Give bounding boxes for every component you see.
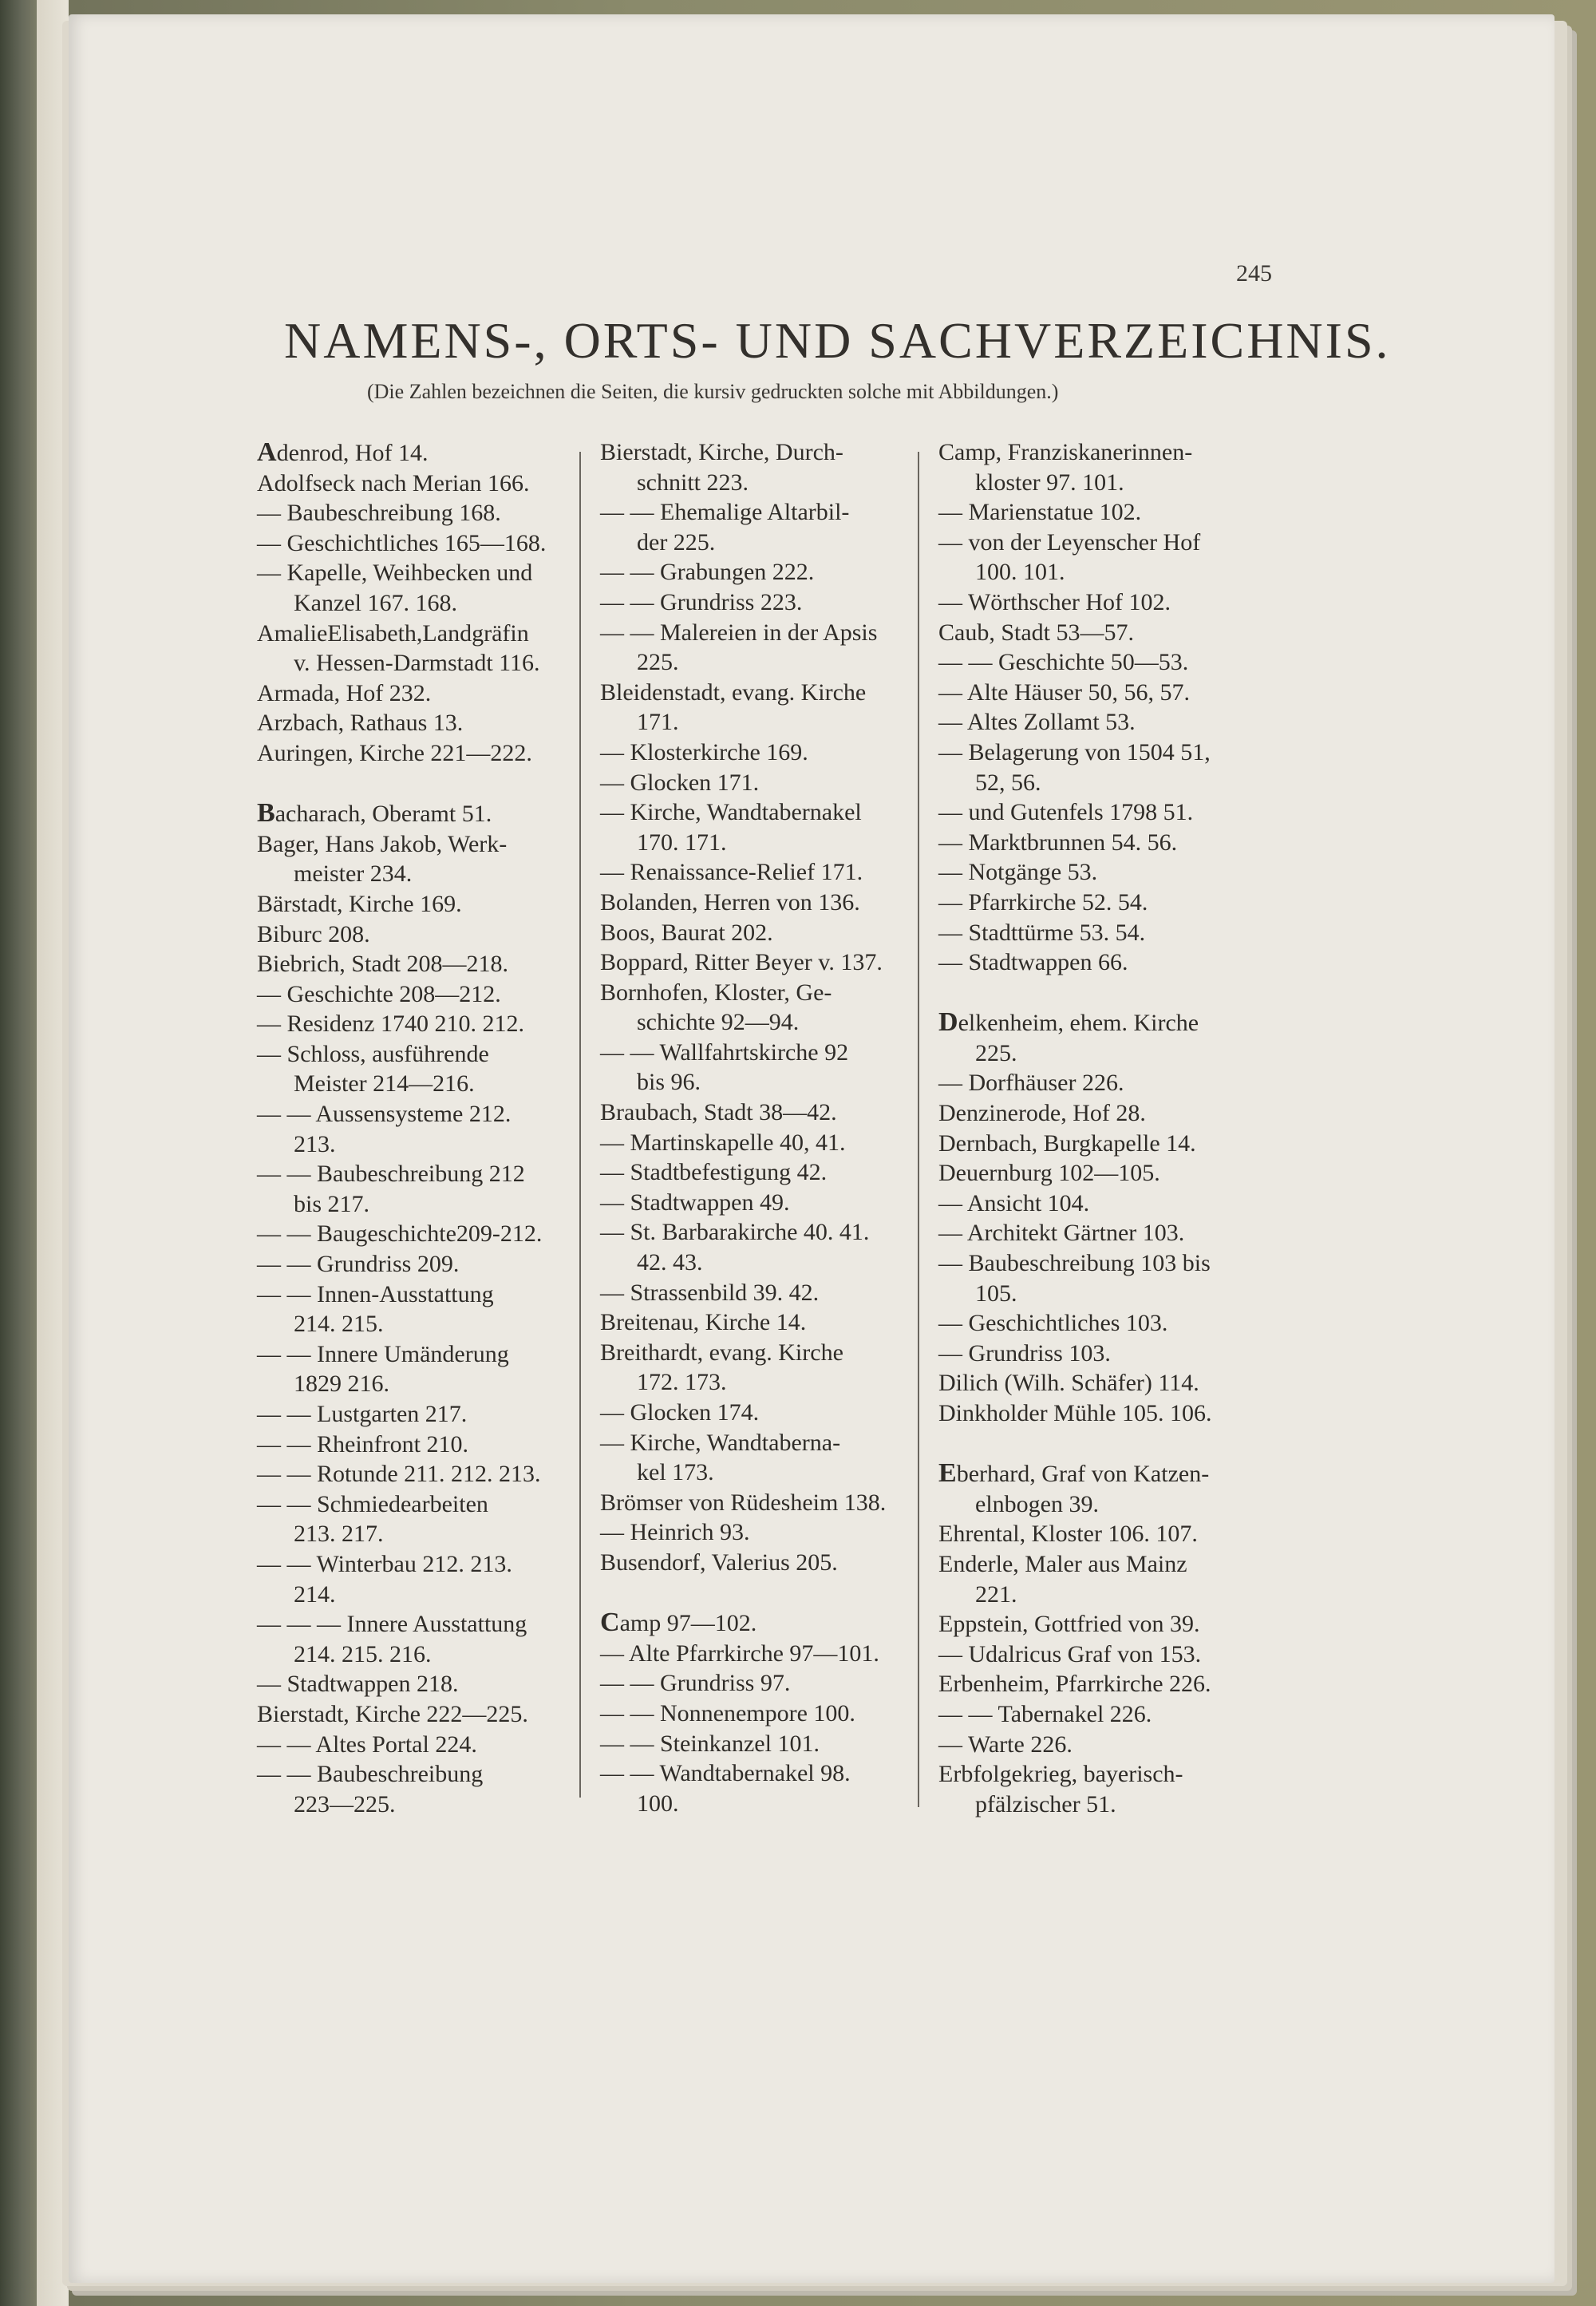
- index-entry-continuation: [600, 1067, 935, 1098]
- index-entry-text: — — Innere Umänderung: [257, 1340, 509, 1367]
- index-entry: [938, 528, 1282, 558]
- section-gap: [600, 1578, 935, 1608]
- index-entry-text: Caub, Stadt 53—57.: [938, 619, 1134, 646]
- index-entry-text: 214.: [294, 1580, 336, 1608]
- index-entry-text: — — Malereien in der Apsis: [600, 619, 878, 646]
- index-entry-text: Bärstadt, Kirche 169.: [257, 890, 462, 917]
- index-entry-text: kel 173.: [637, 1459, 714, 1486]
- index-entry: [600, 1548, 935, 1578]
- index-entry: [600, 1338, 935, 1368]
- index-entry-text: Erbfolgekrieg, bayerisch-: [938, 1761, 1183, 1788]
- index-entry: [600, 678, 935, 708]
- index-entry-text: — von der Leyenscher Hof: [938, 528, 1201, 556]
- index-entry: [600, 888, 935, 918]
- index-entry: [938, 1129, 1282, 1159]
- index-entry-text: Adolfseck nach Merian 166.: [257, 469, 530, 496]
- index-entry-text: 52, 56.: [975, 769, 1041, 796]
- index-entry-text: elnbogen 39.: [975, 1490, 1099, 1517]
- index-entry-text: — Wörthscher Hof 102.: [938, 588, 1171, 615]
- index-entry-text: Bolanden, Herren von 136.: [600, 888, 860, 916]
- section-initial: D: [938, 1007, 958, 1038]
- index-entry-text: 225.: [637, 649, 679, 676]
- index-entry: [257, 1159, 600, 1189]
- index-entry-text: — St. Barbarakirche 40. 41.: [600, 1219, 870, 1246]
- index-entry-continuation: [257, 1129, 600, 1160]
- index-entry-continuation: [938, 1038, 1282, 1069]
- index-entry-text: Enderle, Maler aus Mainz: [938, 1550, 1187, 1577]
- index-entry-text: — — Ehemalige Altarbil-: [600, 499, 850, 526]
- index-entry-continuation: [600, 707, 935, 738]
- index-entry: [257, 498, 600, 528]
- index-entry-text: Breithardt, evang. Kirche: [600, 1339, 843, 1366]
- index-column-1: [257, 437, 600, 1819]
- index-entry-text: — — Aussensysteme 212.: [257, 1101, 512, 1128]
- index-entry-text: v. Hessen-Darmstadt 116.: [294, 650, 540, 677]
- page-subtitle: (Die Zahlen bezeichnen die Seiten, die kursiv gedruckten solche mit Abbildungen.): [367, 380, 1059, 403]
- index-entry: [938, 1308, 1282, 1339]
- index-entry-text: — — Baugeschichte209-212.: [257, 1220, 543, 1248]
- index-entry: [257, 1339, 600, 1370]
- index-entry-text: berhard, Graf von Katzen-: [956, 1461, 1210, 1488]
- index-entry: [938, 738, 1282, 768]
- index-entry: [600, 947, 935, 978]
- index-entry: [257, 1039, 600, 1070]
- index-entry-text: denrod, Hof 14.: [276, 440, 429, 466]
- index-entry-continuation: [257, 859, 600, 889]
- index-entry-continuation: [938, 1279, 1282, 1309]
- index-entry: [257, 1399, 600, 1430]
- index-entry-text: — — Tabernakel 226.: [938, 1700, 1152, 1727]
- index-entry-text: — Ansicht 104.: [938, 1189, 1090, 1216]
- index-entry: [938, 1609, 1282, 1640]
- index-entry: [938, 947, 1282, 978]
- index-entry: [257, 949, 600, 979]
- index-entry-continuation: [257, 1369, 600, 1399]
- index-entry-text: — Warte 226.: [938, 1730, 1073, 1758]
- index-entry-text: — Belagerung von 1504 51,: [938, 738, 1211, 765]
- index-entry: [600, 1758, 935, 1789]
- index-entry-text: Deuernburg 102—105.: [938, 1160, 1160, 1187]
- index-entry-text: 105.: [975, 1280, 1017, 1307]
- index-entry: [938, 497, 1282, 528]
- index-entry-text: — Udalricus Graf von 153.: [938, 1640, 1202, 1667]
- index-entry-continuation: [938, 1580, 1282, 1610]
- index-column-3: [938, 437, 1282, 1819]
- index-entry-text: — — Geschichte 50—53.: [938, 649, 1189, 676]
- index-entry: [257, 1759, 600, 1790]
- index-entry-text: Auringen, Kirche 221—222.: [257, 739, 532, 766]
- index-entry: [257, 437, 600, 469]
- index-entry-text: — Kirche, Wandtabernakel: [600, 799, 862, 826]
- index-entry: [257, 798, 600, 829]
- index-entry: [938, 1218, 1282, 1248]
- section-initial: C: [600, 1608, 620, 1638]
- index-entry: [600, 1157, 935, 1188]
- index-entry-text: — — Winterbau 212. 213.: [257, 1550, 512, 1577]
- index-entry: [600, 1639, 935, 1669]
- index-entry-text: Breitenau, Kirche 14.: [600, 1309, 807, 1336]
- index-entry-text: Bager, Hans Jakob, Werk-: [257, 830, 508, 857]
- index-entry: [257, 1459, 600, 1489]
- index-entry-text: schnitt 223.: [637, 469, 749, 496]
- index-entry: [600, 497, 935, 528]
- index-entry-continuation: [600, 1458, 935, 1488]
- index-entry-text: Meister 214—216.: [294, 1070, 475, 1098]
- section-initial: E: [938, 1458, 957, 1489]
- index-entry: [257, 619, 600, 649]
- index-entry: [938, 707, 1282, 738]
- index-entry: [257, 708, 600, 738]
- index-entry-text: — Dorfhäuser 226.: [938, 1070, 1124, 1097]
- index-entry-text: 223—225.: [294, 1790, 396, 1818]
- index-entry: [600, 857, 935, 888]
- index-entry: [938, 1189, 1282, 1219]
- index-entry: [257, 1549, 600, 1580]
- index-entry: [938, 1398, 1282, 1429]
- index-entry: [938, 1519, 1282, 1549]
- index-entry: [938, 1640, 1282, 1670]
- index-entry-text: — Stadtwappen 66.: [938, 949, 1128, 976]
- index-entry: [600, 1217, 935, 1248]
- index-entry-continuation: [257, 1069, 600, 1099]
- index-entry: [257, 1699, 600, 1730]
- index-entry-text: — — Grundriss 223.: [600, 588, 803, 615]
- index-entry-text: 1829 216.: [294, 1371, 389, 1398]
- index-entry-text: schichte 92—94.: [637, 1009, 800, 1036]
- index-entry-continuation: [600, 647, 935, 678]
- index-entry: [938, 1068, 1282, 1098]
- index-entry-text: — und Gutenfels 1798 51.: [938, 799, 1194, 826]
- index-entry-text: — — Wandtabernakel 98.: [600, 1760, 851, 1787]
- section-gap: [938, 978, 1282, 1008]
- index-entry-text: — Glocken 174.: [600, 1399, 760, 1426]
- index-entry-text: — — Schmiedearbeiten: [257, 1490, 488, 1517]
- index-column-2: [600, 437, 935, 1818]
- index-entry: [938, 1368, 1282, 1398]
- index-entry: [600, 1398, 935, 1428]
- book-page: [69, 14, 1555, 2283]
- section-initial: B: [257, 798, 275, 829]
- index-entry-text: Boppard, Ritter Beyer v. 137.: [600, 949, 883, 976]
- index-entry-text: — Geschichtliches 103.: [938, 1310, 1168, 1337]
- index-entry: [257, 1280, 600, 1310]
- index-entry: [257, 558, 600, 588]
- index-entry: [938, 1669, 1282, 1699]
- index-entry: [257, 1730, 600, 1760]
- index-entry-text: kloster 97. 101.: [975, 469, 1124, 496]
- index-entry-text: — Heinrich 93.: [600, 1519, 750, 1546]
- index-entry-text: Busendorf, Valerius 205.: [600, 1549, 838, 1576]
- index-entry-text: Ehrental, Kloster 106. 107.: [938, 1521, 1198, 1548]
- index-entry: [600, 768, 935, 798]
- index-entry: [600, 1038, 935, 1068]
- index-entry-text: Denzinerode, Hof 28.: [938, 1100, 1146, 1127]
- index-entry-text: Boos, Baurat 202.: [600, 919, 773, 946]
- index-entry-text: Biburc 208.: [257, 920, 370, 947]
- index-entry: [938, 437, 1282, 468]
- index-entry: [600, 1278, 935, 1308]
- index-entry: [257, 469, 600, 499]
- index-entry: [600, 1128, 935, 1158]
- index-entry: [257, 920, 600, 950]
- index-entry-text: — — Nonnenempore 100.: [600, 1699, 855, 1727]
- index-entry-text: elkenheim, ehem. Kirche: [958, 1010, 1199, 1037]
- index-entry-text: 42. 43.: [637, 1249, 703, 1276]
- index-entry-continuation: [600, 828, 935, 858]
- index-entry-text: — — Baubeschreibung 212: [257, 1161, 525, 1188]
- index-entry-text: — Baubeschreibung 103 bis: [938, 1250, 1211, 1277]
- column-divider-1: [579, 452, 581, 1798]
- index-entry-continuation: [600, 1789, 935, 1819]
- index-entry-continuation: [600, 528, 935, 558]
- index-entry: [600, 1699, 935, 1729]
- index-entry-continuation: [257, 1790, 600, 1820]
- index-entry-text: — Residenz 1740 210. 212.: [257, 1011, 524, 1038]
- index-entry-text: Brömser von Rüdesheim 138.: [600, 1489, 887, 1516]
- index-entry: [257, 1669, 600, 1699]
- index-entry-text: Braubach, Stadt 38—42.: [600, 1099, 837, 1126]
- index-entry-text: 171.: [637, 709, 679, 736]
- index-entry: [938, 888, 1282, 918]
- index-entry: [257, 1489, 600, 1520]
- index-entry-text: 213.: [294, 1130, 336, 1157]
- index-entry-text: — Architekt Gärtner 103.: [938, 1220, 1185, 1247]
- index-entry-text: — — Baubeschreibung: [257, 1761, 484, 1788]
- section-gap: [938, 1429, 1282, 1459]
- index-entry: [257, 889, 600, 920]
- index-entry-continuation: [938, 768, 1282, 798]
- index-entry: [938, 797, 1282, 828]
- index-entry: [938, 1699, 1282, 1730]
- index-entry-text: 100.: [637, 1790, 679, 1817]
- index-entry-text: Biebrich, Stadt 208—218.: [257, 951, 508, 978]
- index-entry-text: — Stadtwappen 218.: [257, 1671, 459, 1698]
- index-entry: [600, 978, 935, 1008]
- index-entry-continuation: [938, 557, 1282, 587]
- index-entry: [600, 557, 935, 587]
- index-entry-text: — Grundriss 103.: [938, 1339, 1111, 1367]
- index-entry-text: Dilich (Wilh. Schäfer) 114.: [938, 1370, 1199, 1397]
- index-entry-text: acharach, Oberamt 51.: [275, 801, 492, 828]
- index-entry: [257, 678, 600, 709]
- column-divider-2: [918, 452, 919, 1807]
- index-entry-text: der 225.: [637, 528, 716, 556]
- index-entry: [938, 618, 1282, 648]
- index-entry-text: 172. 173.: [637, 1369, 727, 1396]
- index-entry: [938, 1730, 1282, 1760]
- index-entry-text: — Alte Häuser 50, 56, 57.: [938, 678, 1190, 706]
- index-entry-text: AmalieElisabeth,Landgräfin: [257, 619, 529, 647]
- index-entry-continuation: [257, 1519, 600, 1549]
- index-entry: [938, 587, 1282, 618]
- index-entry: [938, 1098, 1282, 1129]
- index-entry: [257, 979, 600, 1010]
- index-entry: [938, 828, 1282, 858]
- index-entry-text: — Alte Pfarrkirche 97—101.: [600, 1640, 879, 1667]
- index-entry: [938, 647, 1282, 678]
- index-entry-text: — Geschichtliches 165—168.: [257, 529, 547, 556]
- index-entry: [600, 1729, 935, 1759]
- index-entry-text: — — Rheinfront 210.: [257, 1430, 468, 1458]
- index-entry-text: — Kirche, Wandtaberna-: [600, 1429, 841, 1456]
- index-entry: [938, 1759, 1282, 1790]
- index-entry-text: — Stadtwappen 49.: [600, 1189, 790, 1216]
- index-entry-text: — Strassenbild 39. 42.: [600, 1279, 820, 1306]
- index-entry-text: — Stadttürme 53. 54.: [938, 919, 1146, 946]
- index-entry: [938, 1458, 1282, 1489]
- index-entry-text: Armada, Hof 232.: [257, 679, 432, 706]
- index-entry-continuation: [257, 648, 600, 678]
- index-entry: [600, 1668, 935, 1699]
- index-entry-text: — Klosterkirche 169.: [600, 738, 808, 765]
- index-entry-text: — — Innen-Ausstattung: [257, 1280, 494, 1307]
- index-entry: [257, 1009, 600, 1039]
- index-entry: [257, 1249, 600, 1280]
- index-entry: [600, 1307, 935, 1338]
- index-entry-text: — Geschichte 208—212.: [257, 980, 501, 1007]
- index-entry-text: — — Steinkanzel 101.: [600, 1730, 820, 1757]
- book-spine: [0, 0, 37, 2306]
- index-entry: [600, 618, 935, 648]
- index-entry-text: — Marktbrunnen 54. 56.: [938, 829, 1178, 856]
- index-entry-continuation: [600, 468, 935, 498]
- index-entry-text: — — — Innere Ausstattung: [257, 1611, 527, 1638]
- index-entry: [600, 1517, 935, 1548]
- index-entry-text: — Baubeschreibung 168.: [257, 500, 501, 527]
- index-entry-text: 214. 215. 216.: [294, 1640, 432, 1667]
- index-entry-text: — — Wallfahrtskirche 92: [600, 1038, 849, 1066]
- index-entry-text: — Notgänge 53.: [938, 859, 1098, 886]
- index-entry: [938, 1158, 1282, 1189]
- index-entry-continuation: [600, 1367, 935, 1398]
- index-entry-text: — Stadtbefestigung 42.: [600, 1159, 828, 1186]
- index-entry-text: — — Rotunde 211. 212. 213.: [257, 1461, 541, 1488]
- index-entry-continuation: [938, 468, 1282, 498]
- index-entry: [257, 1099, 600, 1129]
- page-number: 245: [1236, 260, 1272, 287]
- index-entry-text: — — Grundriss 209.: [257, 1251, 460, 1278]
- index-entry-text: — Renaissance-Relief 171.: [600, 859, 863, 886]
- index-entry: [600, 1488, 935, 1518]
- index-entry-continuation: [257, 1640, 600, 1670]
- index-entry: [257, 1219, 600, 1249]
- index-entry-text: bis 96.: [637, 1069, 701, 1096]
- index-entry-text: 170. 171.: [637, 829, 727, 856]
- index-entry: [600, 1098, 935, 1128]
- index-entry-text: 221.: [975, 1580, 1017, 1608]
- index-entry: [938, 1248, 1282, 1279]
- index-entry: [938, 1007, 1282, 1038]
- index-entry-text: — Martinskapelle 40, 41.: [600, 1129, 846, 1156]
- index-entry-continuation: [257, 1580, 600, 1610]
- index-entry-text: Kanzel 167. 168.: [294, 589, 457, 616]
- index-entry-text: 213. 217.: [294, 1521, 384, 1548]
- index-entry: [600, 918, 935, 948]
- index-entry-text: Arzbach, Rathaus 13.: [257, 710, 464, 737]
- index-entry: [938, 678, 1282, 708]
- index-entry-text: Bierstadt, Kirche, Durch-: [600, 439, 843, 465]
- index-entry: [938, 1339, 1282, 1369]
- index-entry: [938, 1549, 1282, 1580]
- index-entry-text: — Marienstatue 102.: [938, 499, 1142, 526]
- index-entry-continuation: [257, 1309, 600, 1339]
- index-entry-text: Camp, Franziskanerinnen-: [938, 439, 1193, 465]
- index-entry-text: — Glocken 171.: [600, 769, 760, 796]
- index-entry: [257, 528, 600, 559]
- index-entry-text: 225.: [975, 1039, 1017, 1066]
- section-initial: A: [257, 437, 277, 467]
- index-entry: [600, 1608, 935, 1639]
- index-entry-continuation: [938, 1489, 1282, 1520]
- index-entry-text: Dinkholder Mühle 105. 106.: [938, 1400, 1212, 1426]
- index-entry-text: 100. 101.: [975, 559, 1065, 586]
- index-entry: [938, 857, 1282, 888]
- index-entry: [600, 738, 935, 768]
- index-entry-text: — — Grundriss 97.: [600, 1670, 791, 1697]
- index-entry-text: Eppstein, Gottfried von 39.: [938, 1611, 1200, 1638]
- index-entry-text: — — Altes Portal 224.: [257, 1730, 477, 1758]
- index-entry-text: — Schloss, ausführende: [257, 1040, 489, 1067]
- index-entry-text: — — Lustgarten 217.: [257, 1401, 468, 1427]
- page-title: NAMENS-, ORTS- UND SACHVERZEICHNIS.: [284, 312, 1391, 369]
- index-entry-continuation: [600, 1248, 935, 1278]
- index-entry: [600, 1188, 935, 1218]
- index-entry: [257, 738, 600, 769]
- index-entry: [600, 797, 935, 828]
- index-entry-text: — Altes Zollamt 53.: [938, 709, 1136, 736]
- index-entry-text: Bleidenstadt, evang. Kirche: [600, 678, 867, 706]
- section-gap: [257, 769, 600, 799]
- index-entry-text: 214. 215.: [294, 1311, 384, 1338]
- index-entry-continuation: [938, 1790, 1282, 1820]
- index-entry-continuation: [257, 588, 600, 619]
- index-entry-continuation: [600, 1007, 935, 1038]
- index-entry: [600, 1428, 935, 1458]
- index-entry-text: Bierstadt, Kirche 222—225.: [257, 1700, 528, 1727]
- index-entry: [257, 1430, 600, 1460]
- index-entry-text: Erbenheim, Pfarrkirche 226.: [938, 1671, 1211, 1698]
- index-entry-text: Dernbach, Burgkapelle 14.: [938, 1129, 1196, 1157]
- index-entry-text: amp 97—102.: [619, 1610, 757, 1637]
- index-entry: [257, 829, 600, 860]
- index-entry: [600, 437, 935, 468]
- index-entry-text: meister 234.: [294, 860, 413, 888]
- index-entry: [938, 918, 1282, 948]
- index-entry: [257, 1609, 600, 1640]
- index-entry-text: Bornhofen, Kloster, Ge-: [600, 979, 832, 1006]
- index-entry-text: — — Grabungen 222.: [600, 559, 815, 586]
- index-entry-continuation: [257, 1189, 600, 1220]
- index-entry-text: — Kapelle, Weihbecken und: [257, 560, 533, 587]
- index-entry-text: — Pfarrkirche 52. 54.: [938, 888, 1148, 916]
- index-entry: [600, 587, 935, 618]
- index-entry-text: bis 217.: [294, 1190, 370, 1217]
- index-entry-text: pfälzischer 51.: [975, 1790, 1116, 1818]
